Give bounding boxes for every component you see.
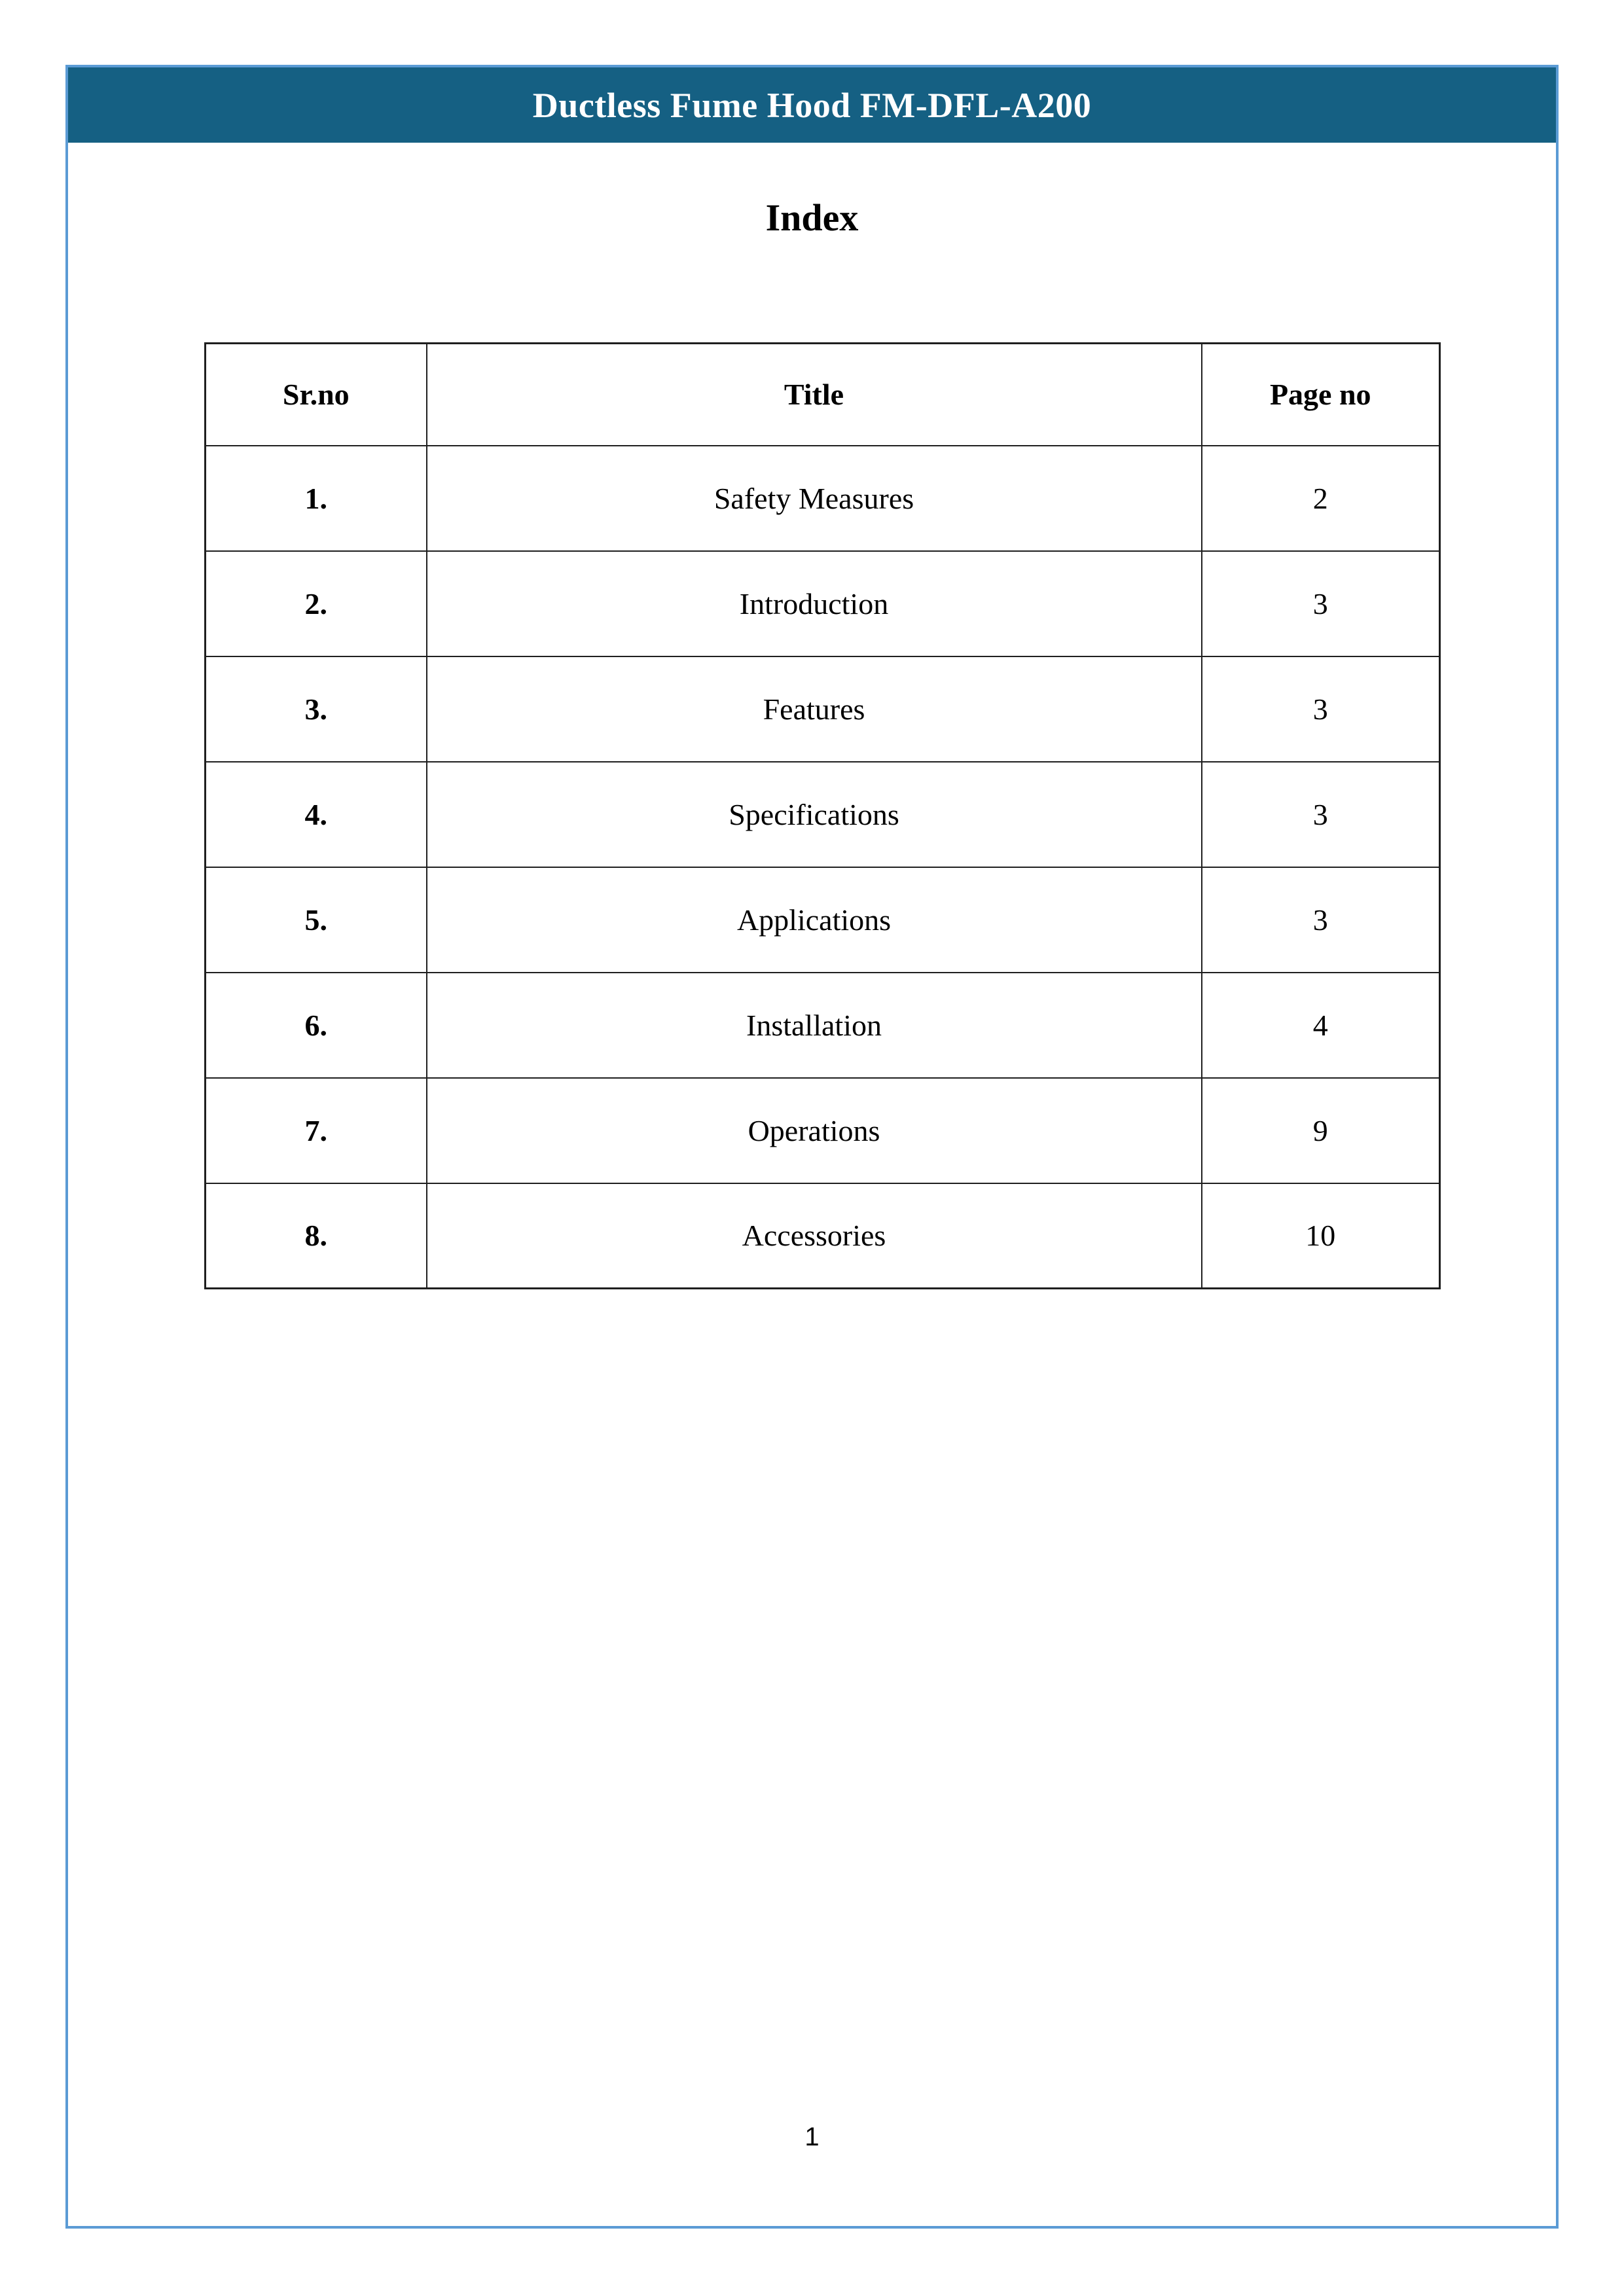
page-no-cell: 3 [1202, 551, 1440, 656]
title-cell: Applications [427, 867, 1202, 973]
column-header-srno: Sr.no [206, 344, 427, 446]
srno-cell: 3. [206, 656, 427, 762]
table-row [206, 656, 1440, 762]
page-no-cell: 3 [1202, 867, 1440, 973]
table-row [206, 867, 1440, 973]
title-cell: Specifications [427, 762, 1202, 867]
page-no-cell: 3 [1202, 656, 1440, 762]
table-row [206, 551, 1440, 656]
page-border-frame [65, 65, 1559, 2229]
title-cell: Features [427, 656, 1202, 762]
table-row [206, 1183, 1440, 1289]
srno-cell: 7. [206, 1078, 427, 1183]
srno-cell: 2. [206, 551, 427, 656]
index-table [204, 342, 1441, 1289]
title-cell: Introduction [427, 551, 1202, 656]
srno-cell: 1. [206, 446, 427, 551]
column-header-title: Title [427, 344, 1202, 446]
table-row [206, 973, 1440, 1078]
title-cell: Installation [427, 973, 1202, 1078]
page-no-cell: 3 [1202, 762, 1440, 867]
srno-cell: 5. [206, 867, 427, 973]
title-cell: Accessories [427, 1183, 1202, 1289]
table-header-row [206, 344, 1440, 446]
srno-cell: 4. [206, 762, 427, 867]
index-heading: Index [765, 196, 859, 239]
header-bar [68, 67, 1556, 143]
srno-cell: 6. [206, 973, 427, 1078]
table-row [206, 762, 1440, 867]
table-row [206, 1078, 1440, 1183]
document-title: Ductless Fume Hood FM-DFL-A200 [532, 85, 1092, 125]
title-cell: Safety Measures [427, 446, 1202, 551]
table-row [206, 446, 1440, 551]
page-number: 1 [804, 2123, 820, 2151]
page-no-cell: 9 [1202, 1078, 1440, 1183]
page-no-cell: 10 [1202, 1183, 1440, 1289]
title-cell: Operations [427, 1078, 1202, 1183]
column-header-page: Page no [1202, 344, 1440, 446]
srno-cell: 8. [206, 1183, 427, 1289]
page-no-cell: 4 [1202, 973, 1440, 1078]
page-no-cell: 2 [1202, 446, 1440, 551]
